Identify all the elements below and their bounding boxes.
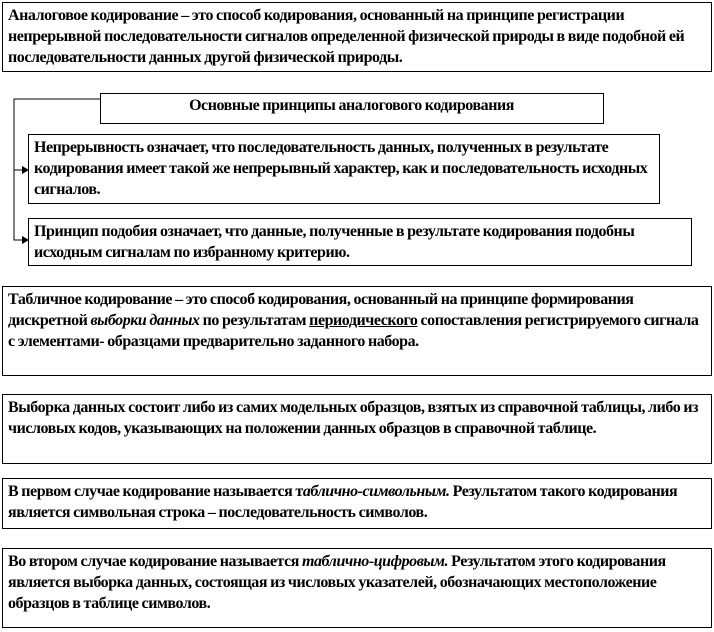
sample-box (2, 394, 712, 464)
second-case-italic: таблично-цифровым. (302, 553, 449, 570)
tabular-text-1: – это способ кодирования, основанный на принципе формирования дискретной (8, 291, 634, 329)
tabular-term: Табличное кодирование (8, 291, 173, 308)
continuity-term: Непрерывность (34, 139, 144, 156)
first-case-text-2: Результатом такого кодирования является символьная строка – последовательность символов. (8, 483, 678, 521)
second-case-text-1: Во втором случае кодирование называется (8, 553, 302, 570)
tabular-italic: выборки данных (90, 312, 200, 329)
first-case-text-1: В первом случае кодирование называется т (8, 483, 303, 500)
analog-coding-box (2, 2, 712, 72)
first-case-box (2, 478, 712, 529)
second-case-text-2: Результатом этого кодирования является выборка данных, состоящая из числовых указателей, обозначающих местоположение образцов в таблице символов. (8, 553, 666, 612)
similarity-text: означает, что данные, полученные в результате кодирования подобны исходным сигналам по избранному критерию. (34, 223, 635, 261)
tabular-underline: периодического (309, 312, 418, 329)
tabular-text-3: сопоставления регистрируемого сигнала с элементами- образцами предварительно заданного набора. (8, 312, 699, 350)
first-case-italic: аблично-символьным. (302, 483, 450, 500)
second-case-box (2, 548, 712, 628)
principles-heading: Основные принципы аналогового кодирования (189, 97, 514, 114)
tabular-text-2: по результатам (199, 312, 310, 329)
similarity-box (28, 218, 692, 266)
analog-text: – это способ кодирования, основанный на принципе регистрации непрерывной последовательности сигналов определенной физической природы в виде подобной ей последовательности данных другой физической природы. (8, 7, 685, 66)
sample-text: Выборка данных состоит либо из самих модельных образцов, взятых из справочной таблицы, либо из числовых кодов, указывающих на положении данных образцов в справочной таблице. (8, 399, 699, 437)
continuity-text: означает, что последовательность данных, полученных в результате кодирования имеет такой же непрерывный характер, как и последовательность исходных сигналов. (34, 139, 648, 198)
tabular-coding-box (2, 286, 712, 376)
analog-term: Аналоговое кодирование (8, 7, 179, 24)
continuity-box (28, 134, 660, 204)
similarity-term: Принцип подобия (34, 223, 157, 240)
principles-heading-box (100, 93, 604, 124)
